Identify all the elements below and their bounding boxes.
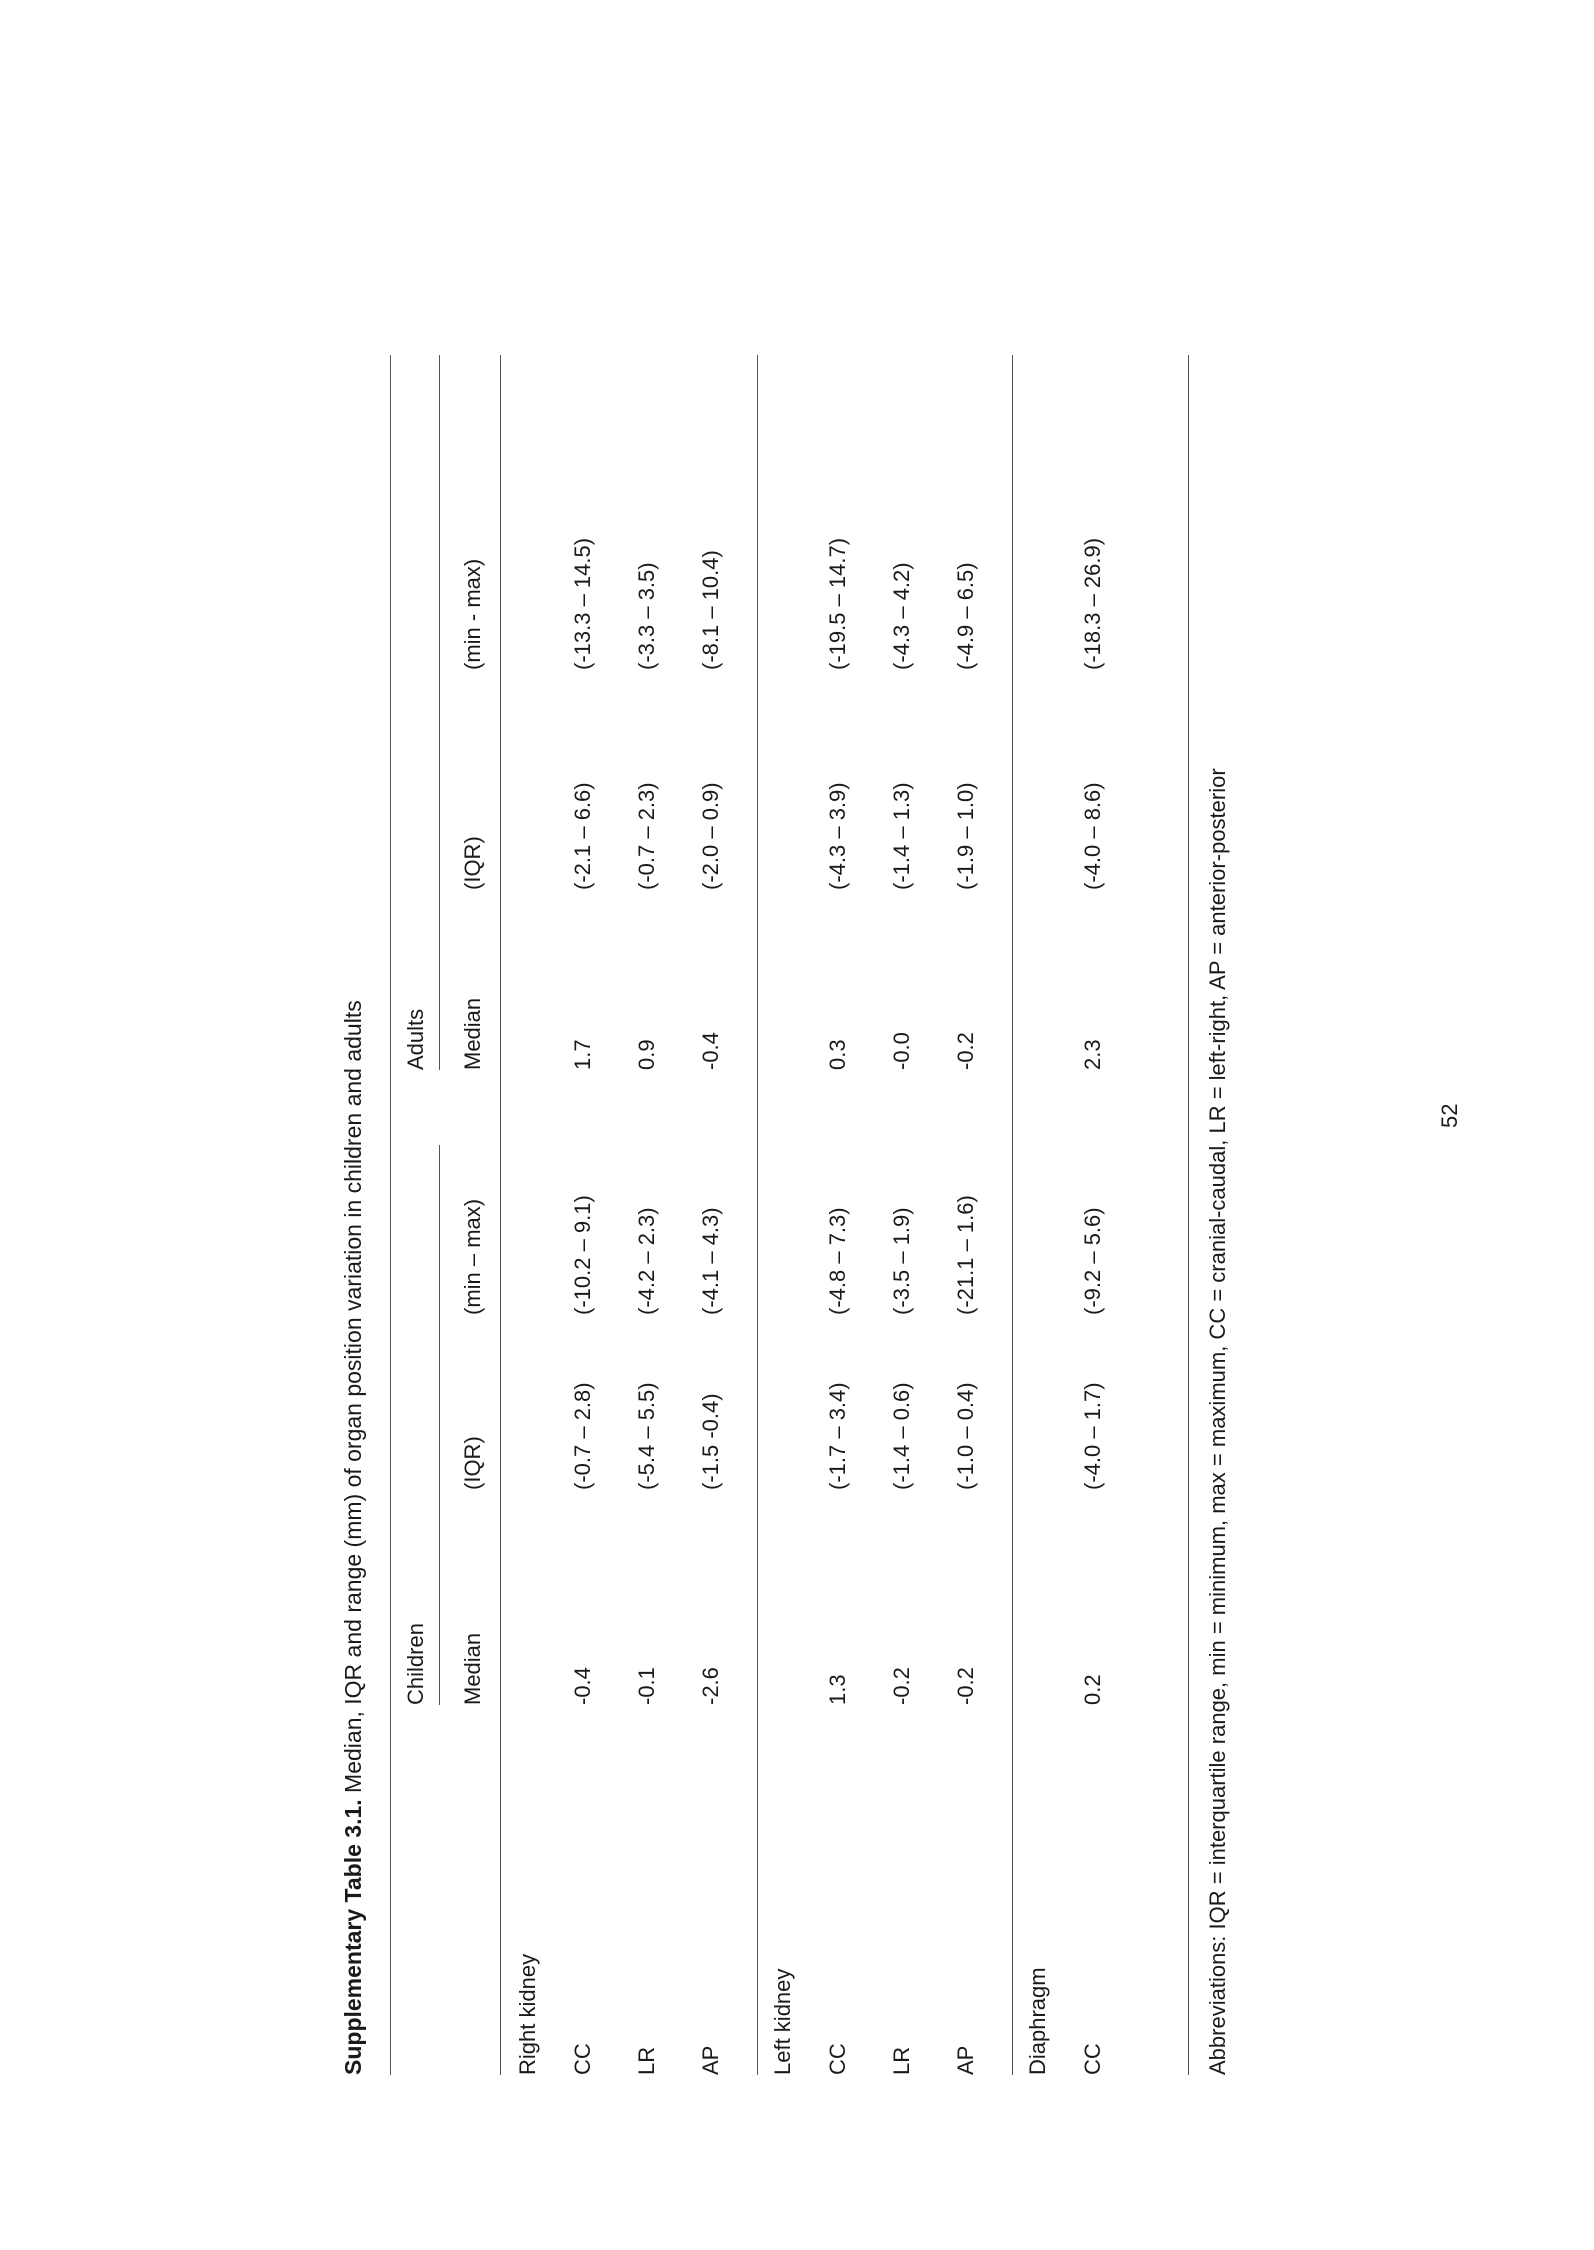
header-bottom-rule xyxy=(500,355,501,2075)
table-cell: (-1.5 -0.4) xyxy=(698,1393,723,1490)
table-cell: (-1.4 – 0.6) xyxy=(889,1382,914,1490)
table-cell: (-3.5 – 1.9) xyxy=(889,1207,914,1315)
table-cell: (-4.0 – 8.6) xyxy=(1080,782,1105,890)
table-cell: (-0.7 – 2.3) xyxy=(634,782,659,890)
table-cell: (-1.4 – 1.3) xyxy=(889,782,914,890)
column-header: (IQR) xyxy=(460,1436,485,1490)
table-cell: (-19.5 – 14.7) xyxy=(825,537,850,670)
row-label: CC xyxy=(1080,2043,1105,2075)
section-heading: Right kidney xyxy=(515,1953,540,2075)
table-cell: 2.3 xyxy=(1080,1039,1105,1070)
section-heading: Diaphragm xyxy=(1025,1967,1050,2075)
section-heading: Left kidney xyxy=(770,1968,795,2075)
column-header: Median xyxy=(460,1632,485,1705)
page-number: 52 xyxy=(1437,1103,1462,1128)
table-cell: (-13.3 – 14.5) xyxy=(570,537,595,670)
table-cell: -0.4 xyxy=(698,1032,723,1070)
row-label: AP xyxy=(953,2045,978,2075)
table-cell: (-2.0 – 0.9) xyxy=(698,782,723,890)
group-rule-children xyxy=(439,1145,440,1705)
table-cell: (-9.2 – 5.6) xyxy=(1080,1207,1105,1315)
table-cell: -0.2 xyxy=(953,1667,978,1705)
table-cell: -0.2 xyxy=(889,1667,914,1705)
table-cell: (-1.9 – 1.0) xyxy=(953,782,978,890)
table-cell: (-1.7 – 3.4) xyxy=(825,1382,850,1490)
table-cell: (-3.3 – 3.5) xyxy=(634,562,659,670)
table-cell: (-4.1 – 4.3) xyxy=(698,1207,723,1315)
table-cell: (-10.2 – 9.1) xyxy=(570,1195,595,1315)
column-header: Median xyxy=(460,997,485,1070)
table-cell: (-4.0 – 1.7) xyxy=(1080,1382,1105,1490)
table-cell: (-18.3 – 26.9) xyxy=(1080,537,1105,670)
abbreviations-footnote: Abbreviations: IQR = interquartile range, min = minimum, max = maximum, CC = cranial-caudal, LR = left-right, AP = anterior-posterior xyxy=(1205,768,1230,2075)
table-cell: (-4.8 – 7.3) xyxy=(825,1207,850,1315)
table-cell: -0.1 xyxy=(634,1667,659,1705)
table-cell: 0.9 xyxy=(634,1039,659,1070)
column-header: (min - max) xyxy=(460,558,485,670)
row-label: AP xyxy=(698,2045,723,2075)
table-bottom-rule xyxy=(1188,355,1189,2075)
group-header: Children xyxy=(403,1623,428,1705)
table-cell: 1.3 xyxy=(825,1674,850,1705)
table-cell: -2.6 xyxy=(698,1667,723,1705)
table-cell: (-5.4 – 5.5) xyxy=(634,1382,659,1490)
table-caption xyxy=(340,1000,367,2075)
caption-label: Supplementary Table 3.1. xyxy=(340,1799,366,2075)
table-cell: -0.2 xyxy=(953,1032,978,1070)
table-cell: 0.2 xyxy=(1080,1674,1105,1705)
table-cell: (-8.1 – 10.4) xyxy=(698,550,723,670)
table-cell: -0.0 xyxy=(889,1032,914,1070)
row-label: CC xyxy=(570,2043,595,2075)
table-cell: (-4.3 – 3.9) xyxy=(825,782,850,890)
column-header: (min – max) xyxy=(460,1198,485,1315)
table-cell: (-0.7 – 2.8) xyxy=(570,1382,595,1490)
table-cell: (-4.3 – 4.2) xyxy=(889,562,914,670)
table-cell: (-4.9 – 6.5) xyxy=(953,562,978,670)
row-label: LR xyxy=(634,2046,659,2075)
caption-text: Median, IQR and range (mm) of organ position variation in children and adults xyxy=(340,1000,366,1800)
table-cell: (-4.2 – 2.3) xyxy=(634,1207,659,1315)
row-label: CC xyxy=(825,2043,850,2075)
section-rule xyxy=(757,355,758,2075)
column-header: (IQR) xyxy=(460,836,485,890)
table-cell: 1.7 xyxy=(570,1039,595,1070)
table-cell: -0.4 xyxy=(570,1667,595,1705)
table-cell: (-1.0 – 0.4) xyxy=(953,1382,978,1490)
section-rule xyxy=(1012,355,1013,2075)
group-header: Adults xyxy=(403,1008,428,1070)
row-label: LR xyxy=(889,2046,914,2075)
group-rule-adults xyxy=(439,355,440,1070)
table-cell: (-2.1 – 6.6) xyxy=(570,782,595,890)
table-top-rule xyxy=(390,355,391,2075)
table-cell: 0.3 xyxy=(825,1039,850,1070)
rotated-table-page xyxy=(300,355,1260,2075)
table-cell: (-21.1 – 1.6) xyxy=(953,1195,978,1315)
